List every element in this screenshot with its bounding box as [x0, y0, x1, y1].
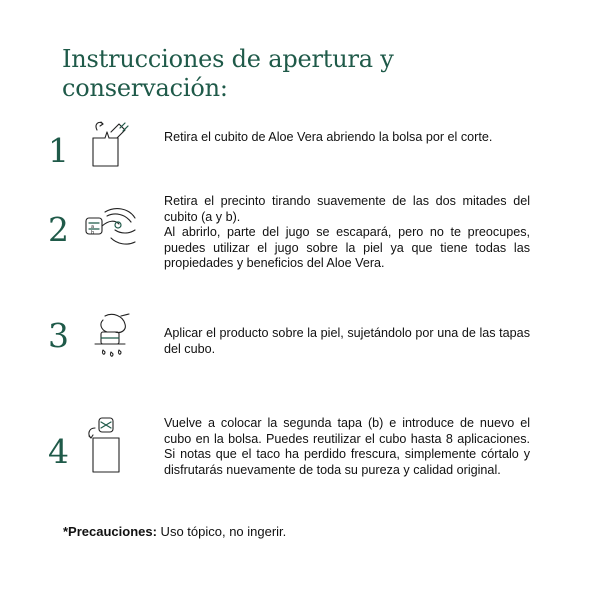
precautions-label: *Precauciones: [63, 524, 157, 539]
remove-seal-icon [85, 204, 137, 256]
step-description [164, 416, 530, 478]
apply-cube-icon [85, 312, 137, 364]
step-paragraph: Al abrirlo, parte del jugo se escapará, pero no te preocupes, puedes utilizar el jugo sobre la piel ya que tiene todas las propiedades y beneficios del Aloe Vera. [164, 225, 530, 270]
step-paragraph: Retira el precinto tirando suavemente de las dos mitades del cubito (a y b). [164, 194, 530, 224]
step-description [164, 326, 530, 357]
precautions-text: Uso tópico, no ingerir. [156, 524, 287, 539]
svg-text:b: b [91, 230, 95, 236]
step-number: 4 [48, 432, 69, 471]
step-number: 1 [48, 131, 69, 170]
step-paragraph: Aplicar el producto sobre la piel, sujetándolo por una de las tapas del cubo. [164, 326, 530, 356]
step-paragraph: Vuelve a colocar la segunda tapa (b) e introduce de nuevo el cubo en la bolsa. Puedes reutilizar el cubo hasta 8 aplicaciones. Si notas que el taco ha perdido frescura, simplemente córtalo y disfrutarás nuevamente de toda su pureza y calidad original. [164, 416, 530, 477]
open-bag-icon [85, 118, 137, 170]
step-number: 3 [48, 316, 69, 355]
step-description [164, 130, 530, 146]
step-paragraph: Retira el cubito de Aloe Vera abriendo la bolsa por el corte. [164, 130, 493, 144]
step-description [164, 194, 530, 272]
svg-text:a: a [91, 224, 95, 230]
page-title: Instrucciones de apertura y conservación: [62, 45, 394, 102]
store-in-bag-icon [85, 410, 137, 474]
step-number: 2 [48, 210, 69, 249]
precautions-note [63, 523, 286, 540]
